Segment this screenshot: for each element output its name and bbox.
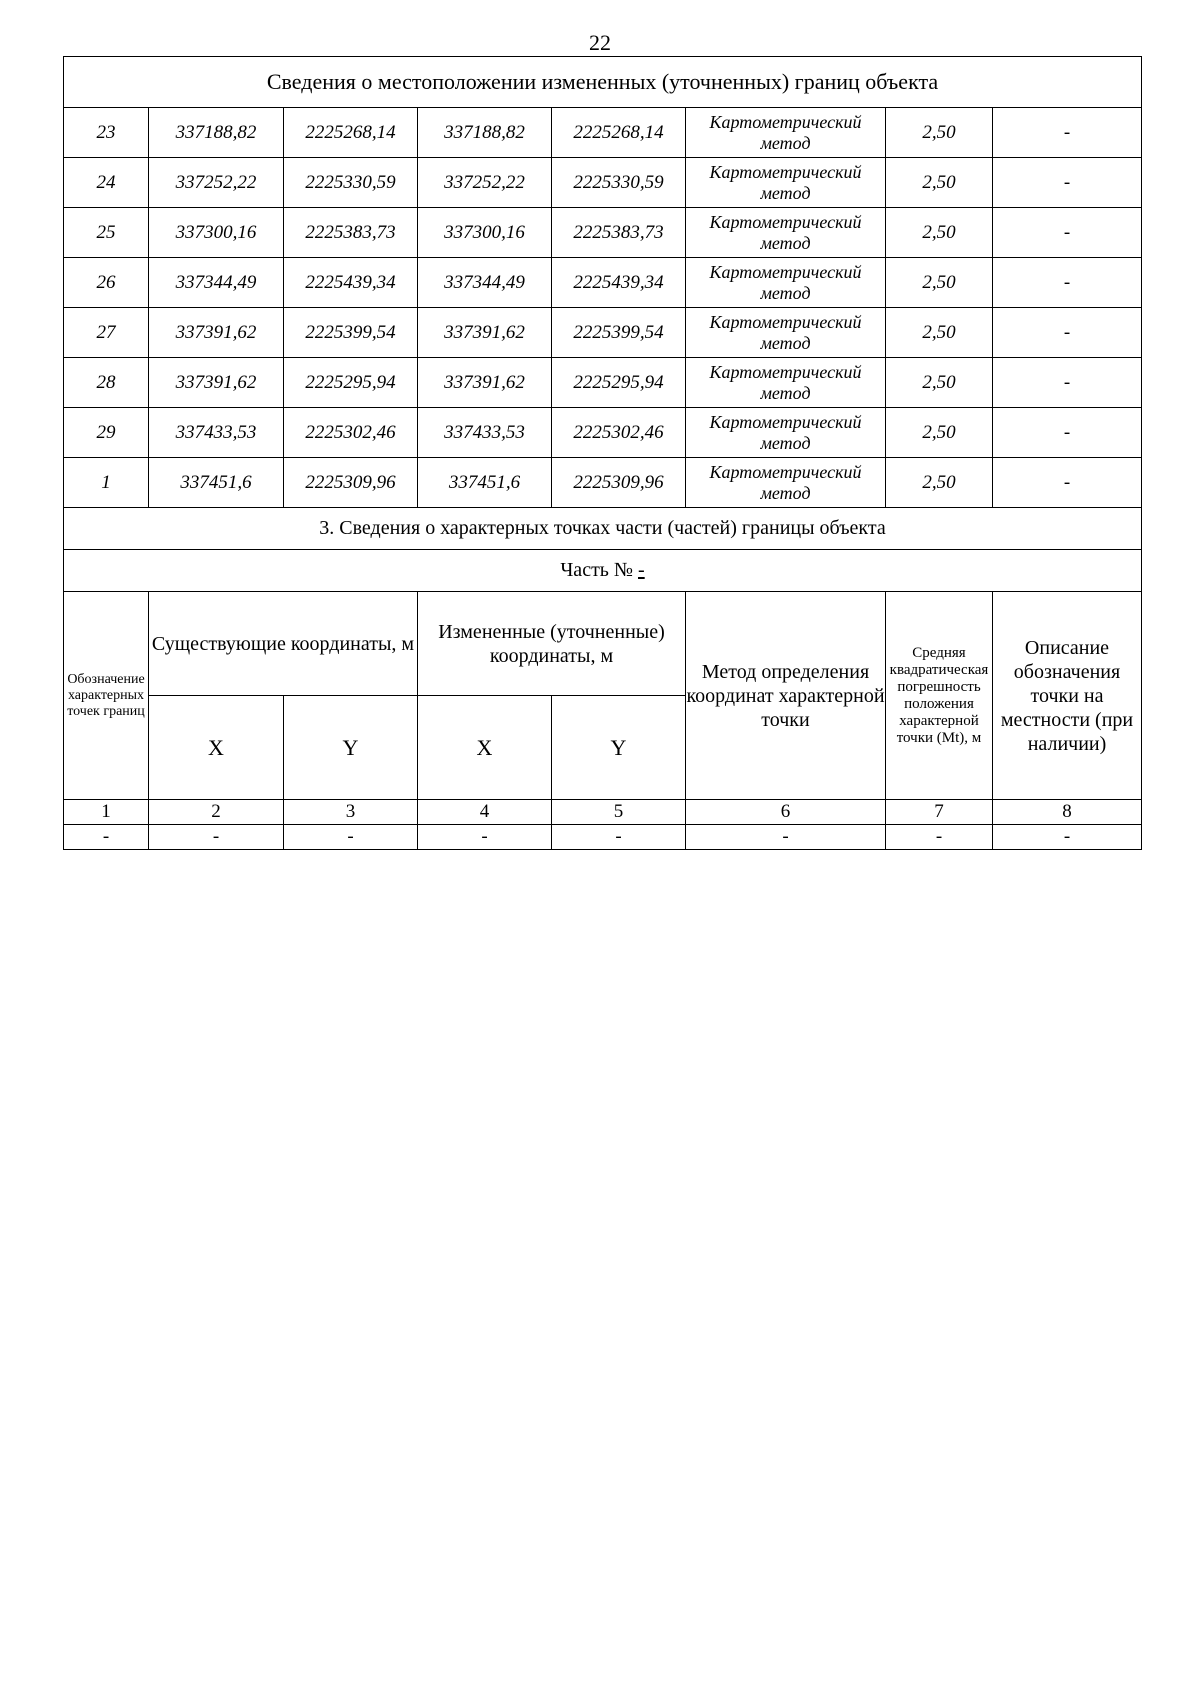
column-number: 7 bbox=[886, 800, 993, 825]
empty-cell: - bbox=[886, 825, 993, 850]
existing-x-cell: 337188,82 bbox=[149, 108, 284, 158]
description-cell: - bbox=[993, 308, 1142, 358]
existing-y-cell: 2225330,59 bbox=[284, 158, 418, 208]
existing-x-cell: 337433,53 bbox=[149, 408, 284, 458]
changed-y-cell: 2225302,46 bbox=[552, 408, 686, 458]
changed-x-cell: 337391,62 bbox=[418, 308, 552, 358]
point-row bbox=[64, 158, 1142, 208]
existing-x-cell: 337344,49 bbox=[149, 258, 284, 308]
empty-cell: - bbox=[284, 825, 418, 850]
changed-x-cell: 337391,62 bbox=[418, 358, 552, 408]
header-method: Метод определения координат характерной точки bbox=[686, 592, 886, 800]
header-point-designation: Обозначение характерных точек границ bbox=[64, 592, 149, 800]
empty-cell: - bbox=[64, 825, 149, 850]
part-number: - bbox=[638, 559, 645, 581]
point-id-cell: 23 bbox=[64, 108, 149, 158]
method-cell: Картометрический метод bbox=[686, 158, 886, 208]
existing-y-cell: 2225399,54 bbox=[284, 308, 418, 358]
changed-x-cell: 337433,53 bbox=[418, 408, 552, 458]
changed-y-cell: 2225309,96 bbox=[552, 458, 686, 508]
changed-y-cell: 2225399,54 bbox=[552, 308, 686, 358]
existing-x-cell: 337391,62 bbox=[149, 308, 284, 358]
point-id-cell: 1 bbox=[64, 458, 149, 508]
existing-x-cell: 337252,22 bbox=[149, 158, 284, 208]
empty-cell: - bbox=[418, 825, 552, 850]
description-cell: - bbox=[993, 408, 1142, 458]
column-number: 1 bbox=[64, 800, 149, 825]
point-row bbox=[64, 358, 1142, 408]
coordinates-table bbox=[63, 56, 1142, 850]
empty-data-row bbox=[64, 825, 1142, 850]
existing-x-cell: 337300,16 bbox=[149, 208, 284, 258]
changed-y-cell: 2225268,14 bbox=[552, 108, 686, 158]
changed-y-cell: 2225383,73 bbox=[552, 208, 686, 258]
description-cell: - bbox=[993, 208, 1142, 258]
method-cell: Картометрический метод bbox=[686, 258, 886, 308]
section-3-title: 3. Сведения о характерных точках части (частей) границы объекта bbox=[64, 508, 1142, 550]
changed-x-cell: 337188,82 bbox=[418, 108, 552, 158]
point-row bbox=[64, 458, 1142, 508]
header-x-existing: X bbox=[149, 696, 284, 800]
section-title: Сведения о местоположении измененных (уточненных) границ объекта bbox=[64, 57, 1142, 108]
changed-y-cell: 2225330,59 bbox=[552, 158, 686, 208]
changed-x-cell: 337300,16 bbox=[418, 208, 552, 258]
point-id-cell: 24 bbox=[64, 158, 149, 208]
header-changed-coords: Измененные (уточненные) координаты, м bbox=[418, 592, 686, 696]
method-cell: Картометрический метод bbox=[686, 408, 886, 458]
column-number: 6 bbox=[686, 800, 886, 825]
point-row bbox=[64, 208, 1142, 258]
header-y-existing: Y bbox=[284, 696, 418, 800]
point-row bbox=[64, 308, 1142, 358]
part-label-cell bbox=[64, 550, 1142, 592]
header-y-changed: Y bbox=[552, 696, 686, 800]
point-row bbox=[64, 258, 1142, 308]
column-number: 2 bbox=[149, 800, 284, 825]
point-id-cell: 26 bbox=[64, 258, 149, 308]
method-cell: Картометрический метод bbox=[686, 358, 886, 408]
description-cell: - bbox=[993, 108, 1142, 158]
existing-x-cell: 337451,6 bbox=[149, 458, 284, 508]
mt-cell: 2,50 bbox=[886, 358, 993, 408]
header-existing-coords: Существующие координаты, м bbox=[149, 592, 418, 696]
changed-y-cell: 2225439,34 bbox=[552, 258, 686, 308]
description-cell: - bbox=[993, 458, 1142, 508]
empty-cell: - bbox=[686, 825, 886, 850]
existing-y-cell: 2225302,46 bbox=[284, 408, 418, 458]
method-cell: Картометрический метод bbox=[686, 458, 886, 508]
existing-y-cell: 2225309,96 bbox=[284, 458, 418, 508]
mt-cell: 2,50 bbox=[886, 158, 993, 208]
header-x-changed: X bbox=[418, 696, 552, 800]
mt-cell: 2,50 bbox=[886, 308, 993, 358]
mt-cell: 2,50 bbox=[886, 408, 993, 458]
method-cell: Картометрический метод bbox=[686, 108, 886, 158]
header-description: Описание обозначения точки на местности (при наличии) bbox=[993, 592, 1142, 800]
header-mt: Средняя квадратическая погрешность положения характерной точки (Mt), м bbox=[886, 592, 993, 800]
empty-cell: - bbox=[149, 825, 284, 850]
part-label: Часть № bbox=[560, 559, 634, 581]
existing-y-cell: 2225383,73 bbox=[284, 208, 418, 258]
existing-y-cell: 2225295,94 bbox=[284, 358, 418, 408]
mt-cell: 2,50 bbox=[886, 458, 993, 508]
column-number: 8 bbox=[993, 800, 1142, 825]
changed-y-cell: 2225295,94 bbox=[552, 358, 686, 408]
empty-cell: - bbox=[552, 825, 686, 850]
column-number: 4 bbox=[418, 800, 552, 825]
existing-y-cell: 2225268,14 bbox=[284, 108, 418, 158]
empty-cell: - bbox=[993, 825, 1142, 850]
column-number: 3 bbox=[284, 800, 418, 825]
point-id-cell: 25 bbox=[64, 208, 149, 258]
changed-x-cell: 337252,22 bbox=[418, 158, 552, 208]
method-cell: Картометрический метод bbox=[686, 208, 886, 258]
column-numbers-row bbox=[64, 800, 1142, 825]
existing-x-cell: 337391,62 bbox=[149, 358, 284, 408]
mt-cell: 2,50 bbox=[886, 208, 993, 258]
point-row bbox=[64, 408, 1142, 458]
point-row bbox=[64, 108, 1142, 158]
changed-x-cell: 337344,49 bbox=[418, 258, 552, 308]
column-number: 5 bbox=[552, 800, 686, 825]
page-number: 22 bbox=[589, 30, 611, 55]
existing-y-cell: 2225439,34 bbox=[284, 258, 418, 308]
description-cell: - bbox=[993, 358, 1142, 408]
mt-cell: 2,50 bbox=[886, 108, 993, 158]
changed-x-cell: 337451,6 bbox=[418, 458, 552, 508]
description-cell: - bbox=[993, 158, 1142, 208]
point-id-cell: 29 bbox=[64, 408, 149, 458]
mt-cell: 2,50 bbox=[886, 258, 993, 308]
description-cell: - bbox=[993, 258, 1142, 308]
point-id-cell: 28 bbox=[64, 358, 149, 408]
point-id-cell: 27 bbox=[64, 308, 149, 358]
method-cell: Картометрический метод bbox=[686, 308, 886, 358]
